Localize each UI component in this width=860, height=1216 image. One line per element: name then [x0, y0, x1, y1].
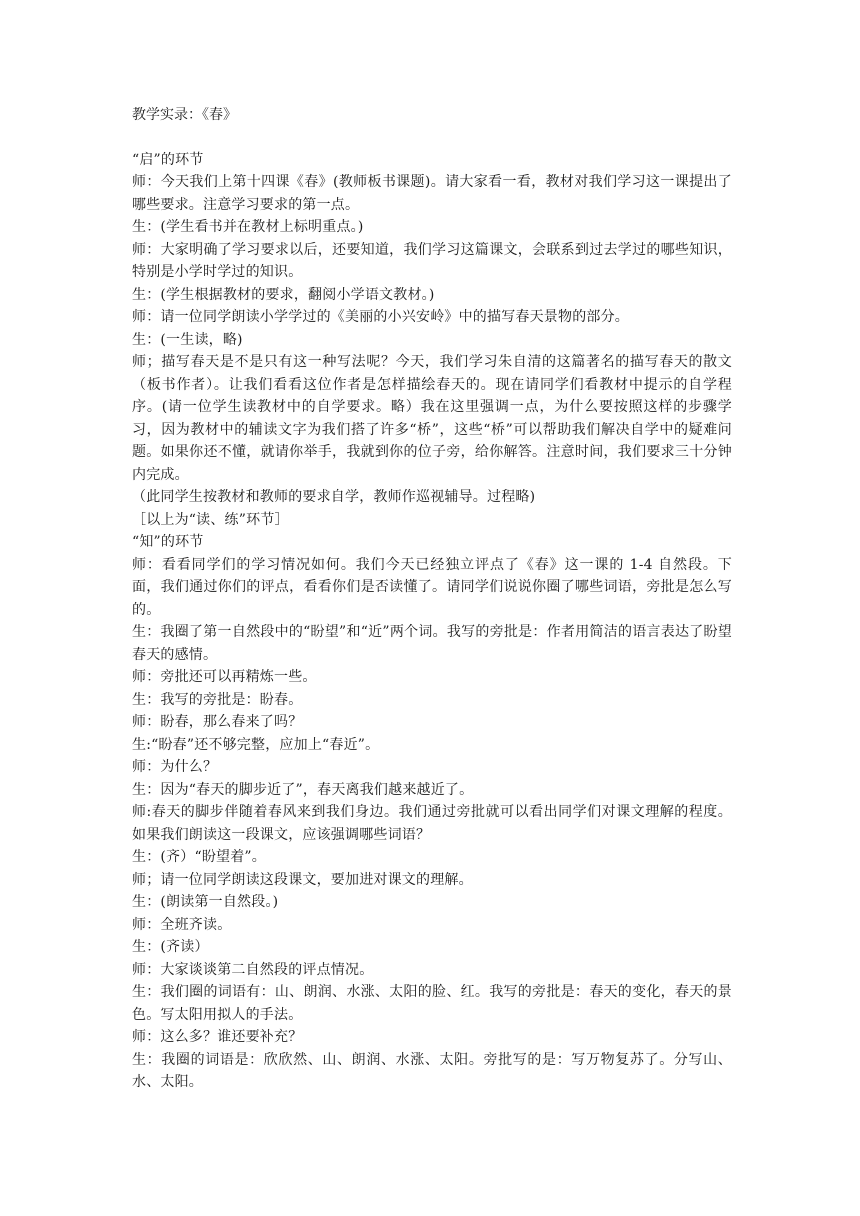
paragraph: 生:“盼春”还不够完整，应加上“春近”。 — [132, 736, 380, 753]
paragraph: “启”的环节 — [132, 151, 204, 168]
paragraph: 师：请一位同学朗读小学学过的《美丽的小兴安岭》中的描写春天景物的部分。 — [132, 309, 629, 325]
paragraph: 生：(学生看书并在教材上标明重点。) — [132, 219, 364, 235]
paragraph: “知”的环节 — [132, 534, 204, 550]
paragraph: 师:春天的脚步伴随着春风来到我们身边。我们通过旁批就可以看出同学们对课文理解的程度。如果我们朗读这一段课文，应该强调哪些词语？ — [132, 804, 732, 843]
paragraph: 师；描写春天是不是只有这一种写法呢？今天，我们学习朱自清的这篇著名的描写春天的散文（板书作者）。让我们看看这位作者是怎样描绘春天的。现在请同学们看教材中提示的自学程序。(请一位学生读教材中的自学要求。略）我在这里强调一点，为什么要按照这样的步骤学习，因为教材中的辅读文字为我们搭了许多“桥”，这些“桥”可以帮助我们解决自学中的疑难问题。如果你还不懂，就请你举手，我就到你的位子旁，给你解答。注意时间，我们要求三十分钟内完成。 — [132, 354, 732, 483]
paragraph: 生：(朗读第一自然段。) — [132, 894, 279, 910]
paragraph: 生：(一生读，略) — [132, 331, 243, 348]
paragraph: 师：全班齐读。 — [132, 916, 232, 933]
paragraph: 生：我圈了第一自然段中的“盼望”和“近”两个词。我写的旁批是：作者用简洁的语言表达了盼望春天的感情。 — [132, 624, 732, 663]
paragraph: 师：大家谈谈第二自然段的评点情况。 — [132, 961, 374, 978]
paragraph: 师：看看同学们的学习情况如何。我们今天已经独立评点了《春》这一课的 1-4 自然段。下面，我们通过你们的评点，看看你们是否读懂了。请同学们说说你圈了哪些词语，旁批是怎么写的。 — [132, 556, 732, 618]
paragraph: 生：(齐）“盼望着”。 — [132, 849, 266, 865]
paragraph: 师：今天我们上第十四课《春》(教师板书课题)。请大家看一看，教材对我们学习这一课提出了哪些要求。注意学习要求的第一点。 — [132, 174, 732, 213]
paragraph: 生：我圈的词语是：欣欣然、山、朗润、水涨、太阳。旁批写的是：写万物复苏了。分写山、水、太阳。 — [132, 1051, 732, 1090]
paragraph: 师：为什么？ — [132, 759, 218, 775]
paragraph: 师：盼春，那么春来了吗？ — [132, 714, 303, 730]
paragraph: （此同学生按教材和教师的要求自学，教师作巡视辅导。过程略) — [132, 489, 536, 505]
paragraph: 师：大家明确了学习要求以后，还要知道，我们学习这篇课文，会联系到过去学过的哪些知识，特别是小学时学过的知识。 — [132, 241, 732, 280]
paragraph: 生：我写的旁批是：盼春。 — [132, 691, 303, 708]
paragraph: 师；请一位同学朗读这段课文，要加进对课文的理解。 — [132, 871, 473, 888]
paragraph: 生：我们圈的词语有：山、朗润、水涨、太阳的脸、红。我写的旁批是：春天的变化，春天的景色。写太阳用拟人的手法。 — [132, 984, 732, 1023]
document-title: 教学实录：《春》 — [132, 107, 237, 123]
paragraph: 生：(齐读） — [132, 939, 209, 955]
paragraph: 师：旁批还可以再精炼一些。 — [132, 669, 317, 685]
paragraph: 生：(学生根据教材的要求，翻阅小学语文教材。) — [132, 286, 435, 303]
paragraph: ［以上为“读、练”环节］ — [132, 511, 289, 528]
document-body — [132, 149, 732, 1094]
paragraph: 师：这么多？谁还要补充？ — [132, 1029, 303, 1045]
document-page — [132, 104, 732, 1094]
paragraph: 生：因为“春天的脚步近了”，春天离我们越来越近了。 — [132, 781, 474, 798]
